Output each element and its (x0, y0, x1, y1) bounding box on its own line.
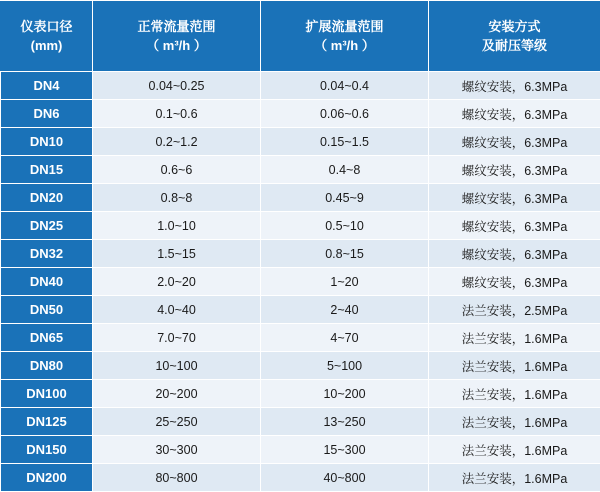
cell-extended-range: 0.5~10 (261, 212, 429, 240)
cell-normal-range: 0.04~0.25 (93, 72, 261, 100)
column-header-normal-range (93, 1, 261, 72)
cell-installation: 法兰安装，2.5MPa (429, 296, 600, 324)
column-header-size-line2: (mm) (3, 36, 90, 56)
cell-size: DN50 (1, 296, 93, 324)
table-row (1, 296, 600, 324)
cell-installation: 螺纹安装，6.3MPa (429, 128, 600, 156)
cell-normal-range: 0.2~1.2 (93, 128, 261, 156)
cell-normal-range: 1.5~15 (93, 240, 261, 268)
column-header-size-line1: 仪表口径 (3, 17, 90, 37)
cell-size: DN10 (1, 128, 93, 156)
cell-installation: 螺纹安装，6.3MPa (429, 240, 600, 268)
column-header-extended-range (261, 1, 429, 72)
table-row (1, 268, 600, 296)
cell-size: DN15 (1, 156, 93, 184)
cell-extended-range: 10~200 (261, 380, 429, 408)
table-row (1, 436, 600, 464)
cell-installation: 螺纹安装，6.3MPa (429, 268, 600, 296)
cell-normal-range: 4.0~40 (93, 296, 261, 324)
table-row (1, 240, 600, 268)
column-header-installation-line1: 安装方式 (431, 17, 598, 37)
cell-extended-range: 5~100 (261, 352, 429, 380)
cell-size: DN6 (1, 100, 93, 128)
table-row (1, 380, 600, 408)
cell-installation: 法兰安装，1.6MPa (429, 324, 600, 352)
column-header-extended-range-line2: （ m³/h ） (263, 36, 426, 56)
column-header-normal-range-line2: （ m³/h ） (95, 36, 258, 56)
column-header-installation (429, 1, 600, 72)
table-row (1, 212, 600, 240)
cell-normal-range: 80~800 (93, 464, 261, 492)
cell-normal-range: 0.6~6 (93, 156, 261, 184)
cell-normal-range: 0.8~8 (93, 184, 261, 212)
table-body (1, 72, 600, 492)
cell-extended-range: 0.15~1.5 (261, 128, 429, 156)
cell-extended-range: 1~20 (261, 268, 429, 296)
cell-size: DN4 (1, 72, 93, 100)
cell-size: DN65 (1, 324, 93, 352)
column-header-installation-line2: 及耐压等级 (431, 36, 598, 56)
header-row (1, 1, 600, 72)
cell-size: DN125 (1, 408, 93, 436)
cell-installation: 螺纹安装，6.3MPa (429, 184, 600, 212)
table-row (1, 464, 600, 492)
cell-extended-range: 0.06~0.6 (261, 100, 429, 128)
cell-installation: 法兰安装，1.6MPa (429, 380, 600, 408)
cell-extended-range: 15~300 (261, 436, 429, 464)
table-row (1, 352, 600, 380)
cell-normal-range: 25~250 (93, 408, 261, 436)
table-header (1, 1, 600, 72)
cell-normal-range: 0.1~0.6 (93, 100, 261, 128)
cell-installation: 螺纹安装，6.3MPa (429, 212, 600, 240)
cell-extended-range: 4~70 (261, 324, 429, 352)
cell-installation: 法兰安装，1.6MPa (429, 352, 600, 380)
cell-size: DN25 (1, 212, 93, 240)
table-row (1, 408, 600, 436)
cell-size: DN100 (1, 380, 93, 408)
cell-extended-range: 0.4~8 (261, 156, 429, 184)
cell-extended-range: 0.04~0.4 (261, 72, 429, 100)
column-header-normal-range-line1: 正常流量范围 (95, 17, 258, 37)
cell-installation: 法兰安装，1.6MPa (429, 464, 600, 492)
cell-normal-range: 10~100 (93, 352, 261, 380)
table-row (1, 156, 600, 184)
cell-size: DN200 (1, 464, 93, 492)
cell-normal-range: 2.0~20 (93, 268, 261, 296)
cell-extended-range: 13~250 (261, 408, 429, 436)
cell-size: DN40 (1, 268, 93, 296)
cell-extended-range: 0.45~9 (261, 184, 429, 212)
column-header-size (1, 1, 93, 72)
table-row (1, 72, 600, 100)
cell-extended-range: 2~40 (261, 296, 429, 324)
column-header-extended-range-line1: 扩展流量范围 (263, 17, 426, 37)
table-row (1, 184, 600, 212)
cell-extended-range: 0.8~15 (261, 240, 429, 268)
table-row (1, 100, 600, 128)
cell-size: DN32 (1, 240, 93, 268)
table-row (1, 128, 600, 156)
table-row (1, 324, 600, 352)
cell-size: DN150 (1, 436, 93, 464)
cell-size: DN20 (1, 184, 93, 212)
cell-installation: 螺纹安装，6.3MPa (429, 156, 600, 184)
cell-normal-range: 7.0~70 (93, 324, 261, 352)
cell-installation: 螺纹安装，6.3MPa (429, 72, 600, 100)
cell-installation: 法兰安装，1.6MPa (429, 408, 600, 436)
cell-size: DN80 (1, 352, 93, 380)
cell-normal-range: 1.0~10 (93, 212, 261, 240)
cell-extended-range: 40~800 (261, 464, 429, 492)
cell-normal-range: 30~300 (93, 436, 261, 464)
cell-normal-range: 20~200 (93, 380, 261, 408)
cell-installation: 法兰安装，1.6MPa (429, 436, 600, 464)
cell-installation: 螺纹安装，6.3MPa (429, 100, 600, 128)
